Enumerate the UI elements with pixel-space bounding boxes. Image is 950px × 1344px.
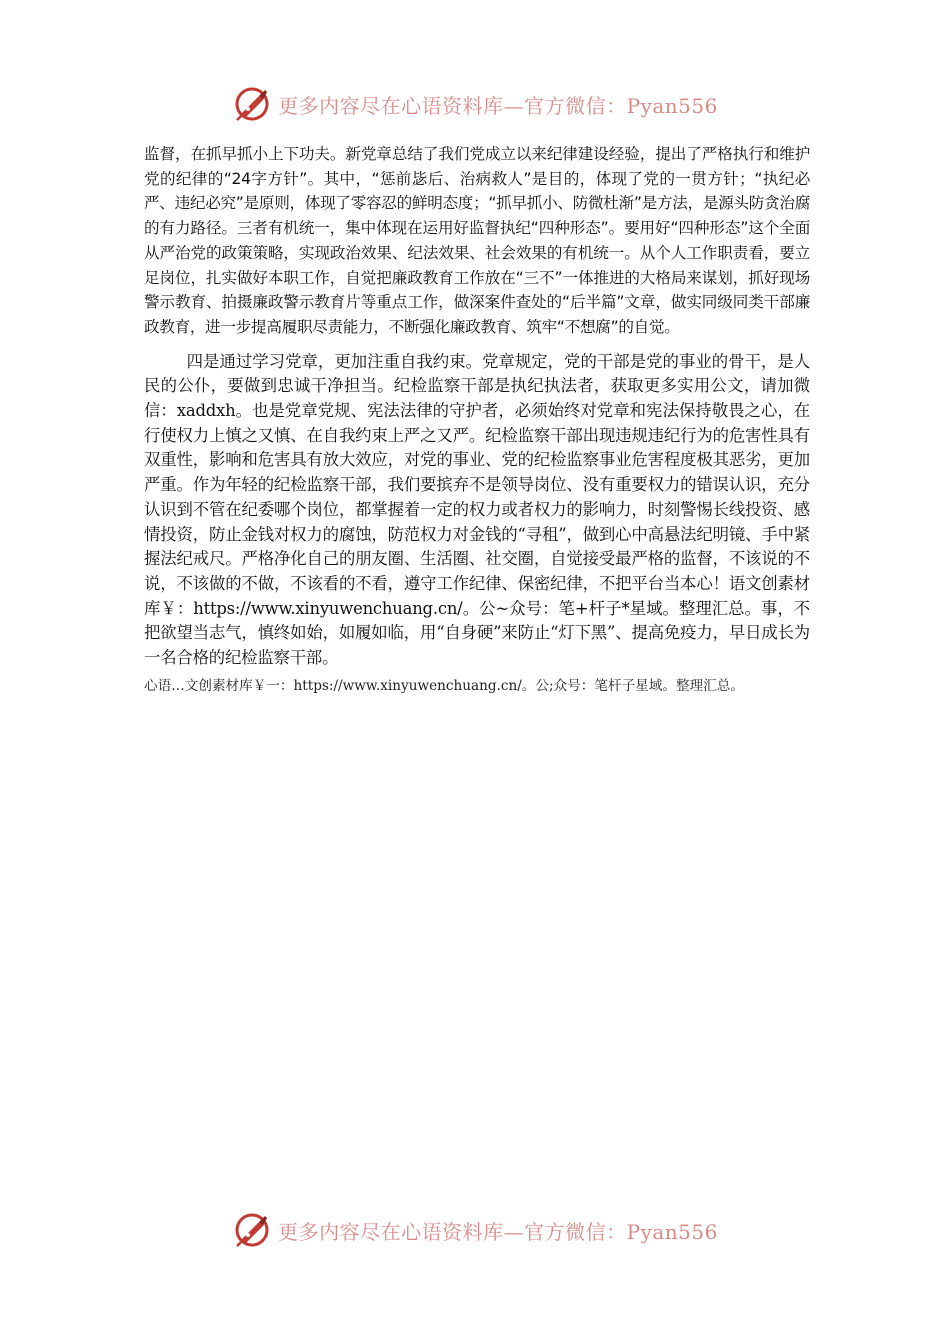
- document-body: [144, 142, 810, 699]
- footer-banner-text: 更多内容尽在心语资料库—官方微信：Pyan556: [278, 1219, 718, 1244]
- pen-nib-logo-icon: [232, 1210, 272, 1250]
- footer-banner: [0, 1208, 950, 1252]
- body-paragraph-1: 监督，在抓早抓小上下功夫。新党章总结了我们党成立以来纪律建设经验，提出了严格执行和维护党的纪律的“24字方针”。其中，“惩前毖后、治病救人”是目的，体现了党的一贯方针；“执纪必严、违纪必究”是原则，体现了零容忍的鲜明态度；“抓早抓小、防微杜渐”是方法，是源头防贪治腐的有力路径。三者有机统一，集中体现在运用好监督执纪“四种形态”。要用好“四种形态”这个全面从严治党的政策策略，实现政治效果、纪法效果、社会效果的有机统一。从个人工作职责看，要立足岗位，扎实做好本职工作，自觉把廉政教育工作放在“三不”一体推进的大格局来谋划，抓好现场警示教育、拍摄廉政警示教育片等重点工作，做深案件查处的“后半篇”文章，做实同级同类干部廉政教育，进一步提高履职尽责能力，不断强化廉政教育、筑牢“不想腐”的自觉。: [144, 145, 810, 336]
- body-paragraph-2: 四是通过学习党章，更加注重自我约束。党章规定，党的干部是党的事业的骨干，是人民的公仆，要做到忠诚干净担当。纪检监察干部是执纪执法者，获取更多实用公文，请加微信：xaddxh。也是党章党规、宪法法律的守护者，必须始终对党章和宪法保持敬畏之心，在行使权力上慎之又慎、在自我约束上严之又严。纪检监察干部出现违规违纪行为的危害性具有双重性，影响和危害具有放大效应，对党的事业、党的纪检监察事业危害程度极其恶劣，更加严重。作为年轻的纪检监察干部，我们要摈弃不是领导岗位、没有重要权力的错误认识，充分认识到不管在纪委哪个岗位，都掌握着一定的权力或者权力的影响力，时刻警惕长线投资、感情投资，防止金钱对权力的腐蚀，防范权力对金钱的“寻租”，做到心中高悬法纪明镜、手中紧握法纪戒尺。严格净化自己的朋友圈、生活圈、社交圈，自觉接受最严格的监督，不该说的不说，不该做的不做，不该看的不看，遵守工作纪律、保密纪律，不把平台当本心！语文创素材库￥：https://www.xinyuwenchuang.cn/。公~众号：笔+杆子*星域。整理汇总。事，不把欲望当志气，慎终如始，如履如临，用“自身硬”来防止“灯下黑”、提高免疫力，早日成长为一名合格的纪检监察干部。: [144, 351, 810, 668]
- pen-nib-logo-icon: [232, 84, 272, 124]
- header-banner: [0, 82, 950, 126]
- header-banner-text: 更多内容尽在心语资料库—官方微信：Pyan556: [278, 93, 718, 118]
- source-note: 心语…文创素材库￥一：https://www.xinyuwenchuang.cn/。公;众号：笔杆子星域。整理汇总。: [144, 677, 744, 694]
